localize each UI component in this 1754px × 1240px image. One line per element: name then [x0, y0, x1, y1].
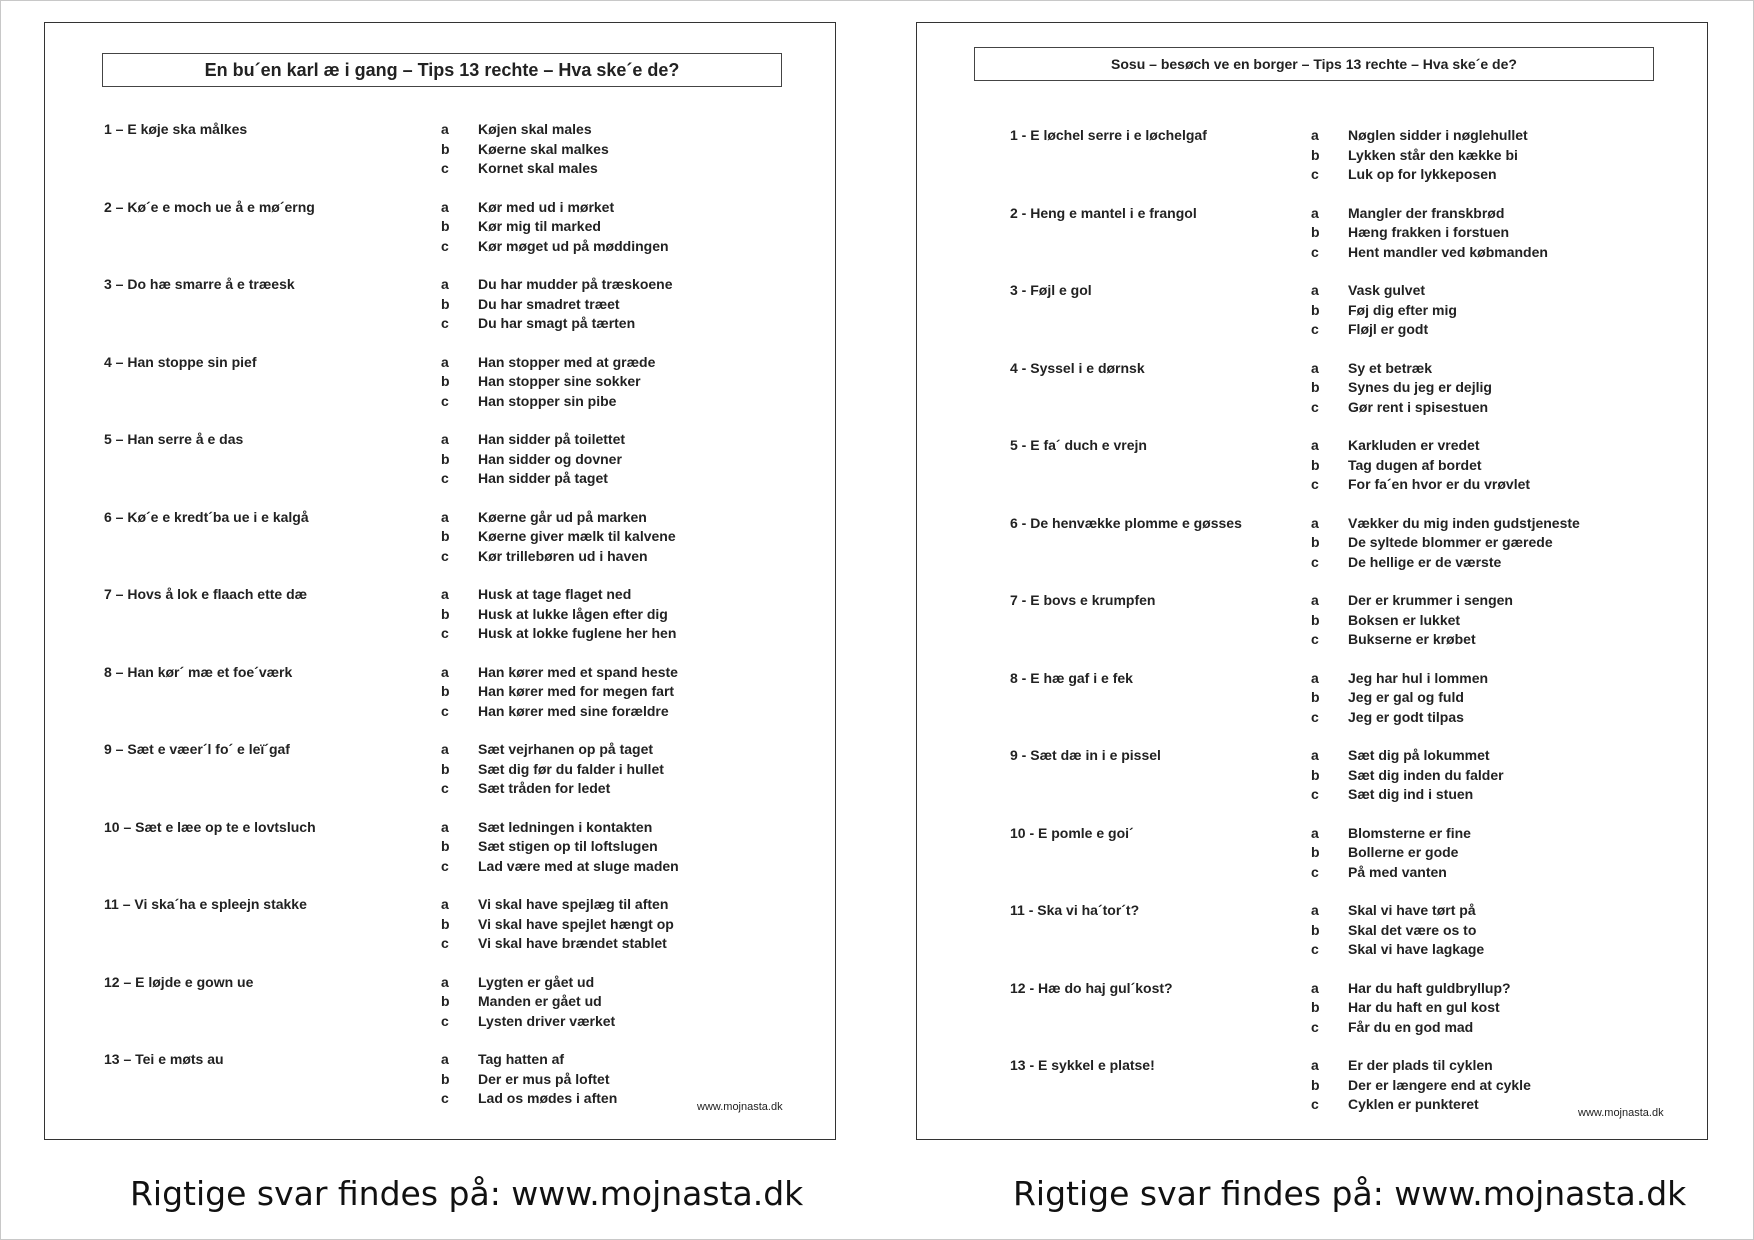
- option-letter: a: [441, 353, 449, 370]
- option-text: Skal vi have tørt på: [1348, 902, 1476, 918]
- question-block: [45, 974, 835, 1034]
- option-letter: c: [441, 702, 449, 719]
- option-letter: b: [1311, 379, 1320, 395]
- option-letter: b: [1311, 999, 1320, 1015]
- option-text: Lad være med at sluge maden: [478, 857, 679, 874]
- option-text: Han stopper sin pibe: [478, 392, 617, 409]
- option-text: De syltede blommer er gærede: [1348, 534, 1553, 550]
- option-text: Mangler der franskbrød: [1348, 204, 1505, 221]
- option-letter: b: [441, 1070, 450, 1087]
- question-text: 8 – Han kør´ mæ et foe´værk: [104, 663, 293, 680]
- question-text: 7 – Hovs å lok e flaach ette dæ: [104, 586, 308, 602]
- option-text: Kør mig til marked: [478, 218, 601, 234]
- option-text: Synes du jeg er dejlig: [1348, 379, 1492, 395]
- option-letter: c: [441, 935, 449, 951]
- option-text: Sy et betræk: [1348, 359, 1433, 376]
- option-letter: a: [441, 431, 449, 447]
- option-letter: b: [1311, 921, 1320, 938]
- question-text: 8 - E hæ gaf i e fek: [1010, 669, 1133, 686]
- question-block: [917, 825, 1707, 885]
- option-text: Hent mandler ved købmanden: [1348, 243, 1548, 260]
- option-text: På med vanten: [1348, 863, 1447, 880]
- option-text: Får du en god mad: [1348, 1018, 1474, 1035]
- option-text: Boksen er lukket: [1348, 611, 1461, 628]
- question-text: 3 – Do hæ smarre å e træesk: [104, 276, 295, 292]
- question-text: 10 - E pomle e goi´: [1010, 824, 1134, 841]
- option-text: Kør møget ud på møddingen: [478, 237, 669, 254]
- option-text: Jeg er gal og fuld: [1348, 689, 1464, 705]
- question-block: [45, 509, 835, 569]
- option-text: Han sidder på taget: [478, 470, 608, 486]
- option-letter: c: [1311, 398, 1319, 415]
- option-letter: a: [1311, 824, 1319, 841]
- option-letter: c: [441, 1090, 449, 1106]
- option-letter: c: [1311, 863, 1319, 880]
- option-text: Skal det være os to: [1348, 921, 1477, 938]
- question-text: 3 - Føjl e gol: [1010, 282, 1092, 298]
- option-text: Han kører med et spand heste: [478, 663, 678, 680]
- option-letter: c: [441, 392, 449, 409]
- option-letter: a: [1311, 747, 1319, 763]
- question-block: [45, 741, 835, 801]
- option-text: Gør rent i spisestuen: [1348, 398, 1489, 415]
- option-text: Der er mus på loftet: [478, 1070, 610, 1087]
- question-text: 1 - E løchel serre i e løchelgaf: [1010, 127, 1207, 143]
- option-text: Husk at lokke fuglene her hen: [478, 625, 677, 641]
- option-letter: c: [441, 547, 449, 564]
- option-text: Vi skal have spejlet hængt op: [478, 915, 674, 932]
- option-letter: b: [1311, 456, 1320, 473]
- option-text: Føj dig efter mig: [1348, 301, 1457, 318]
- option-text: Blomsterne er fine: [1348, 824, 1471, 841]
- option-text: Jeg er godt tilpas: [1348, 708, 1464, 725]
- option-text: Køerne giver mælk til kalvene: [478, 528, 676, 544]
- question-text: 7 - E bovs e krumpfen: [1010, 592, 1156, 608]
- option-letter: b: [441, 373, 450, 389]
- question-text: 5 – Han serre å e das: [104, 431, 244, 447]
- question-block: [45, 896, 835, 956]
- question-block: [917, 747, 1707, 807]
- question-block: [917, 670, 1707, 730]
- option-letter: a: [1311, 514, 1319, 531]
- option-letter: a: [441, 1051, 449, 1067]
- option-letter: b: [441, 218, 450, 234]
- option-text: Sæt dig på lokummet: [1348, 747, 1490, 763]
- option-text: Lygten er gået ud: [478, 973, 595, 990]
- sheet-title: En bu´en karl æ i gang – Tips 13 rechte – Hva ske´e de?: [102, 53, 782, 87]
- option-letter: a: [441, 896, 449, 912]
- option-letter: b: [1311, 224, 1320, 240]
- option-letter: a: [441, 586, 449, 602]
- option-letter: c: [1311, 1096, 1319, 1112]
- option-letter: b: [441, 683, 450, 699]
- question-block: [917, 127, 1707, 187]
- website-footer: www.mojnasta.dk: [697, 1101, 783, 1113]
- option-letter: b: [1311, 534, 1320, 550]
- option-letter: c: [1311, 941, 1319, 957]
- question-text: 11 – Vi ska´ha e spleejn stakke: [104, 896, 307, 912]
- option-letter: b: [441, 993, 450, 1009]
- option-letter: b: [1311, 766, 1320, 783]
- option-text: Kør trillebøren ud i haven: [478, 547, 648, 564]
- question-block: [45, 664, 835, 724]
- question-block: [45, 199, 835, 259]
- option-letter: b: [441, 450, 450, 467]
- option-text: Sæt dig ind i stuen: [1348, 786, 1474, 802]
- option-text: Bukserne er krøbet: [1348, 631, 1476, 647]
- option-letter: c: [1311, 631, 1319, 647]
- option-letter: b: [441, 605, 450, 622]
- question-block: [917, 360, 1707, 420]
- option-letter: c: [1311, 476, 1319, 492]
- option-letter: b: [1311, 611, 1320, 628]
- option-text: Kornet skal males: [478, 160, 598, 176]
- option-letter: c: [1311, 708, 1319, 725]
- option-text: Der er krummer i sengen: [1348, 592, 1513, 608]
- option-text: Skal vi have lagkage: [1348, 941, 1485, 957]
- question-text: 10 – Sæt e læe op te e lovtsluch: [104, 818, 316, 835]
- question-text: 2 - Heng e mantel i e frangol: [1010, 204, 1197, 221]
- option-letter: c: [441, 625, 449, 641]
- option-letter: c: [1311, 321, 1319, 337]
- option-text: Han stopper med at græde: [478, 353, 656, 370]
- option-letter: a: [441, 198, 449, 215]
- option-letter: c: [441, 780, 449, 796]
- option-text: Hæng frakken i forstuen: [1348, 224, 1510, 240]
- question-text: 9 - Sæt dæ in i e pissel: [1010, 747, 1161, 763]
- option-letter: b: [441, 528, 450, 544]
- option-letter: a: [441, 741, 449, 757]
- question-block: [45, 121, 835, 181]
- option-letter: c: [1311, 243, 1319, 260]
- question-text: 5 - E fa´ duch e vrejn: [1010, 437, 1147, 453]
- option-letter: a: [441, 973, 449, 990]
- option-letter: c: [1311, 1018, 1319, 1035]
- option-text: Manden er gået ud: [478, 993, 602, 1009]
- option-letter: a: [1311, 669, 1319, 686]
- question-block: [45, 819, 835, 879]
- option-letter: b: [441, 760, 450, 777]
- option-letter: a: [1311, 282, 1319, 298]
- option-letter: b: [1311, 146, 1320, 163]
- sheet-title: Sosu – besøch ve en borger – Tips 13 rechte – Hva ske´e de?: [974, 47, 1654, 81]
- question-text: 12 – E løjde e gown ue: [104, 973, 254, 990]
- option-text: Fløjl er godt: [1348, 321, 1429, 337]
- question-block: [45, 354, 835, 414]
- question-block: [917, 437, 1707, 497]
- option-letter: a: [1311, 979, 1319, 996]
- quiz-sheet-right: [916, 22, 1708, 1140]
- option-letter: a: [1311, 437, 1319, 453]
- option-text: De hellige er de værste: [1348, 553, 1502, 570]
- option-letter: a: [441, 818, 449, 835]
- option-letter: b: [441, 838, 450, 854]
- option-text: Der er længere end at cykle: [1348, 1076, 1531, 1093]
- option-text: Lad os mødes i aften: [478, 1090, 618, 1106]
- option-text: Du har mudder på træskoene: [478, 276, 673, 292]
- question-block: [45, 276, 835, 336]
- option-text: Vask gulvet: [1348, 282, 1426, 298]
- option-text: Han kører med sine forældre: [478, 702, 669, 719]
- answer-caption-left: Rigtige svar findes på: www.mojnasta.dk: [130, 1174, 804, 1213]
- option-letter: a: [441, 663, 449, 680]
- option-letter: c: [441, 857, 449, 874]
- option-text: Vækker du mig inden gudstjeneste: [1348, 514, 1580, 531]
- question-text: 1 – E køje ska målkes: [104, 121, 248, 137]
- option-letter: c: [441, 237, 449, 254]
- option-text: Kør med ud i mørket: [478, 198, 615, 215]
- question-block: [45, 586, 835, 646]
- option-letter: a: [1311, 359, 1319, 376]
- question-block: [917, 980, 1707, 1040]
- option-text: Har du haft guldbryllup?: [1348, 979, 1511, 996]
- option-letter: c: [441, 470, 449, 486]
- option-text: Tag dugen af bordet: [1348, 456, 1482, 473]
- question-block: [45, 431, 835, 491]
- option-letter: b: [441, 295, 450, 312]
- option-text: Nøglen sidder i nøglehullet: [1348, 127, 1528, 143]
- option-text: Sæt ledningen i kontakten: [478, 818, 653, 835]
- question-block: [917, 902, 1707, 962]
- option-letter: a: [441, 508, 449, 525]
- question-text: 9 – Sæt e væer´l fo´ e leï´gaf: [104, 741, 290, 757]
- question-text: 12 - Hæ do haj gul´kost?: [1010, 979, 1173, 996]
- question-text: 2 – Kø´e e moch ue å e mø´erng: [104, 198, 315, 215]
- question-text: 4 – Han stoppe sin pief: [104, 353, 257, 370]
- option-letter: b: [1311, 844, 1320, 860]
- option-text: Køerne skal malkes: [478, 140, 609, 157]
- option-text: Sæt stigen op til loftslugen: [478, 838, 658, 854]
- question-text: 6 – Kø´e e kredt´ba ue i e kalgå: [104, 508, 309, 525]
- option-text: Tag hatten af: [478, 1051, 565, 1067]
- option-text: Er der plads til cyklen: [1348, 1057, 1493, 1073]
- option-letter: c: [441, 160, 449, 176]
- question-text: 13 – Tei e møts au: [104, 1051, 224, 1067]
- option-text: Luk op for lykkeposen: [1348, 166, 1497, 182]
- option-letter: b: [441, 140, 450, 157]
- option-text: Sæt tråden for ledet: [478, 780, 611, 796]
- option-text: Har du haft en gul kost: [1348, 999, 1500, 1015]
- question-text: 13 - E sykkel e platse!: [1010, 1057, 1155, 1073]
- option-text: Du har smadret træet: [478, 295, 620, 312]
- question-block: [917, 592, 1707, 652]
- option-text: Han sidder på toilettet: [478, 431, 626, 447]
- option-letter: a: [1311, 902, 1319, 918]
- option-text: Han stopper sine sokker: [478, 373, 641, 389]
- option-text: Sæt vejrhanen op på taget: [478, 741, 654, 757]
- question-block: [917, 515, 1707, 575]
- option-letter: a: [1311, 204, 1319, 221]
- option-letter: b: [1311, 1076, 1320, 1093]
- option-text: Køjen skal males: [478, 121, 592, 137]
- website-footer: www.mojnasta.dk: [1578, 1107, 1664, 1119]
- option-letter: c: [1311, 786, 1319, 802]
- option-letter: a: [441, 121, 449, 137]
- option-text: Du har smagt på tærten: [478, 315, 636, 331]
- option-letter: c: [441, 1012, 449, 1029]
- answer-caption-right: Rigtige svar findes på: www.mojnasta.dk: [1013, 1174, 1687, 1213]
- option-text: Lysten driver værket: [478, 1012, 616, 1029]
- option-text: Han sidder og dovner: [478, 450, 622, 467]
- quiz-sheet-left: [44, 22, 836, 1140]
- option-letter: b: [1311, 689, 1320, 705]
- option-letter: a: [441, 276, 449, 292]
- option-text: Jeg har hul i lommen: [1348, 669, 1489, 686]
- option-text: Vi skal have spejlæg til aften: [478, 896, 669, 912]
- option-text: Bollerne er gode: [1348, 844, 1459, 860]
- option-letter: c: [441, 315, 449, 331]
- option-letter: c: [1311, 553, 1319, 570]
- option-letter: c: [1311, 166, 1319, 182]
- question-block: [917, 282, 1707, 342]
- option-text: Lykken står den kække bi: [1348, 146, 1518, 163]
- question-text: 6 - De henvække plomme e gøsses: [1010, 514, 1242, 531]
- option-letter: a: [1311, 1057, 1319, 1073]
- option-text: Husk at lukke lågen efter dig: [478, 605, 668, 622]
- option-text: Cyklen er punkteret: [1348, 1096, 1479, 1112]
- option-text: Køerne går ud på marken: [478, 508, 647, 525]
- question-block: [917, 205, 1707, 265]
- option-letter: a: [1311, 592, 1319, 608]
- option-letter: b: [1311, 301, 1320, 318]
- option-text: Han kører med for megen fart: [478, 683, 675, 699]
- option-letter: a: [1311, 127, 1319, 143]
- option-text: For fa´en hvor er du vrøvlet: [1348, 476, 1531, 492]
- question-text: 4 - Syssel i e dørnsk: [1010, 359, 1145, 376]
- option-text: Sæt dig før du falder i hullet: [478, 760, 664, 777]
- option-text: Sæt dig inden du falder: [1348, 766, 1504, 783]
- question-text: 11 - Ska vi ha´tor´t?: [1010, 902, 1140, 918]
- option-text: Karkluden er vredet: [1348, 437, 1480, 453]
- option-text: Vi skal have brændet stablet: [478, 935, 667, 951]
- option-text: Husk at tage flaget ned: [478, 586, 632, 602]
- option-letter: b: [441, 915, 450, 932]
